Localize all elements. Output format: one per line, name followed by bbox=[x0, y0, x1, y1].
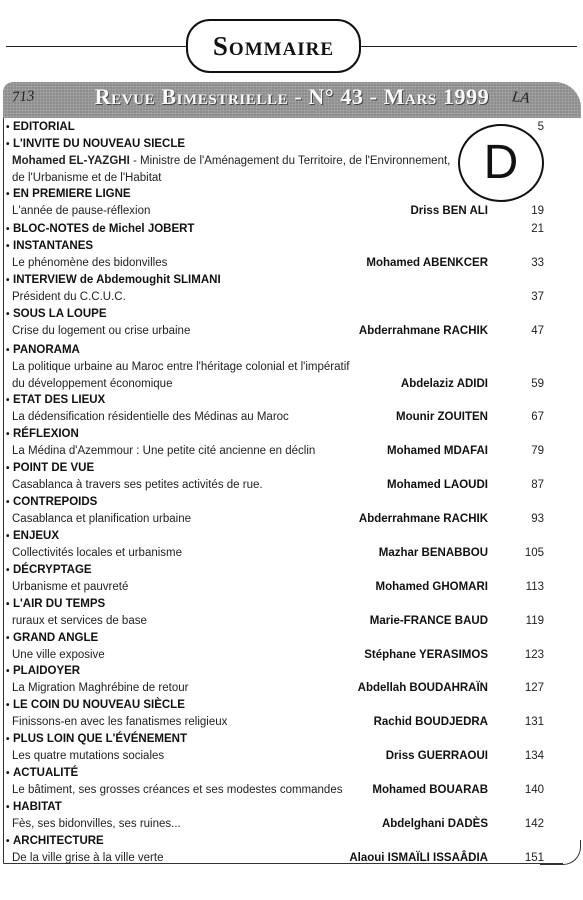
section-heading bbox=[6, 765, 78, 782]
bullet-mark: • bbox=[6, 836, 10, 847]
bullet-mark: • bbox=[6, 565, 10, 576]
article-row bbox=[0, 680, 583, 697]
section-title: EDITORIAL bbox=[13, 121, 75, 133]
bullet-mark: • bbox=[6, 768, 10, 779]
page-number: 21 bbox=[531, 223, 544, 235]
page-number: 123 bbox=[524, 649, 544, 661]
handwritten-note-left: 713 bbox=[11, 88, 35, 106]
section-row bbox=[0, 306, 583, 323]
bullet-mark: • bbox=[6, 599, 10, 610]
section-row bbox=[0, 426, 583, 443]
author-name: Alaoui ISMAÏLI ISSAÂDIA bbox=[349, 852, 488, 864]
author-name: Driss GUERRAOUI bbox=[385, 750, 488, 762]
section-row bbox=[0, 697, 583, 714]
page-number: 87 bbox=[531, 479, 544, 491]
article-title: L'année de pause-réflexion bbox=[12, 205, 151, 217]
invite-description: de l'Urbanisme et de l'Habitat bbox=[12, 172, 162, 184]
issue-banner bbox=[3, 82, 581, 118]
bullet-mark: • bbox=[6, 122, 10, 133]
section-heading bbox=[6, 833, 104, 850]
section-row bbox=[0, 765, 583, 782]
invite-author: Mohamed EL-YAZGHI bbox=[12, 155, 130, 167]
bullet-mark: • bbox=[6, 345, 10, 356]
stamp-circle bbox=[458, 124, 544, 202]
author-name: Driss BEN ALI bbox=[410, 205, 488, 217]
issue-banner-text: Revue Bimestrielle - N° 43 - Mars 1999 bbox=[94, 84, 490, 109]
title-frame bbox=[186, 19, 361, 73]
section-row bbox=[0, 342, 583, 359]
author-name: Abdellah BOUDAHRAÏN bbox=[357, 682, 488, 694]
article-row bbox=[0, 443, 583, 460]
bullet-mark: • bbox=[6, 497, 10, 508]
section-heading bbox=[6, 799, 62, 816]
section-title: PANORAMA bbox=[13, 344, 80, 356]
article-row bbox=[0, 714, 583, 731]
article-title: Casablanca à travers ses petites activités de rue. bbox=[12, 479, 263, 491]
article-row bbox=[0, 477, 583, 494]
section-title: GRAND ANGLE bbox=[13, 632, 99, 644]
author-name: Mohamed GHOMARI bbox=[375, 581, 488, 593]
section-heading bbox=[6, 630, 98, 647]
bullet-mark: • bbox=[6, 139, 10, 150]
author-name: Abdelaziz ADIDI bbox=[400, 378, 488, 390]
page-number: 37 bbox=[531, 291, 544, 303]
section-title: EN PREMIERE LIGNE bbox=[13, 188, 131, 200]
section-title: BLOC-NOTES de Michel JOBERT bbox=[13, 223, 195, 235]
section-heading bbox=[6, 342, 80, 359]
page-number: 5 bbox=[537, 121, 544, 133]
author-name: Mohamed MDAFAI bbox=[387, 445, 488, 457]
page-number: 67 bbox=[531, 411, 544, 423]
title-rule-right bbox=[355, 46, 577, 47]
bullet-mark: • bbox=[6, 802, 10, 813]
bullet-mark: • bbox=[6, 241, 10, 252]
author-name: Rachid BOUDJEDRA bbox=[373, 716, 488, 728]
article-title: Fès, ses bidonvilles, ses ruines... bbox=[12, 818, 181, 830]
section-title: HABITAT bbox=[13, 801, 62, 813]
author-name: Mohamed LAOUDI bbox=[387, 479, 488, 491]
author-name: Marie-FRANCE BAUD bbox=[369, 615, 488, 627]
author-name: Stéphane YERASIMOS bbox=[364, 649, 488, 661]
article-row bbox=[0, 816, 583, 833]
section-row bbox=[0, 272, 583, 289]
section-heading bbox=[6, 426, 79, 443]
article-row bbox=[0, 359, 583, 376]
section-row bbox=[0, 630, 583, 647]
section-title: ETAT DES LIEUX bbox=[13, 394, 106, 406]
bullet-mark: • bbox=[6, 429, 10, 440]
page-number: 127 bbox=[524, 682, 544, 694]
bullet-mark: • bbox=[6, 666, 10, 677]
section-title: ACTUALITÉ bbox=[13, 767, 79, 779]
section-title: INSTANTANES bbox=[13, 240, 94, 252]
article-row bbox=[0, 579, 583, 596]
page-title: Sommaire bbox=[212, 30, 335, 61]
article-title: Finissons-en avec les fanatismes religieux bbox=[12, 716, 228, 728]
author-name: Mohamed BOUARAB bbox=[372, 784, 488, 796]
section-title: LE COIN DU NOUVEAU SIÈCLE bbox=[13, 699, 185, 711]
article-title: Président du C.C.U.C. bbox=[12, 291, 126, 303]
article-row bbox=[0, 203, 583, 220]
article-title: Casablanca et planification urbaine bbox=[12, 513, 192, 525]
article-row bbox=[0, 850, 583, 867]
section-heading bbox=[6, 596, 105, 613]
article-title: De la ville grise à la ville verte bbox=[12, 852, 164, 864]
article-title: Le bâtiment, ses grosses créances et ses modestes commandes bbox=[12, 784, 343, 796]
section-heading bbox=[6, 494, 97, 511]
page-number: 59 bbox=[531, 378, 544, 390]
section-title: SOUS LA LOUPE bbox=[13, 308, 107, 320]
article-title: Le phénomène des bidonvilles bbox=[12, 257, 168, 269]
section-heading bbox=[6, 697, 185, 714]
article-title: Urbanisme et pauvreté bbox=[12, 581, 129, 593]
page-number: 151 bbox=[524, 852, 544, 864]
section-heading bbox=[6, 528, 59, 545]
section-row bbox=[0, 663, 583, 680]
page-number: 142 bbox=[524, 818, 544, 830]
article-row bbox=[0, 613, 583, 630]
article-title: Collectivités locales et urbanisme bbox=[12, 547, 183, 559]
section-title: DÉCRYPTAGE bbox=[13, 564, 92, 576]
article-row bbox=[0, 323, 583, 340]
article-title-continued: du développement économique bbox=[12, 378, 173, 390]
article-title: La politique urbaine au Maroc entre l'héritage colonial et l'impératif bbox=[12, 361, 350, 373]
bullet-mark: • bbox=[6, 633, 10, 644]
title-rule-left bbox=[6, 46, 188, 47]
section-title: L'INVITE DU NOUVEAU SIECLE bbox=[13, 138, 186, 150]
author-name: Mounir ZOUITEN bbox=[396, 411, 488, 423]
bullet-mark: • bbox=[6, 734, 10, 745]
section-row bbox=[0, 799, 583, 816]
section-title: PLAIDOYER bbox=[13, 665, 81, 677]
section-title: CONTREPOIDS bbox=[13, 496, 98, 508]
author-name: Abderrahmane RACHIK bbox=[358, 513, 488, 525]
article-row bbox=[0, 545, 583, 562]
section-heading bbox=[6, 731, 187, 748]
article-title: La Migration Maghrébine de retour bbox=[12, 682, 189, 694]
section-title: RÉFLEXION bbox=[13, 428, 79, 440]
bullet-mark: • bbox=[6, 463, 10, 474]
section-heading bbox=[6, 119, 75, 136]
section-heading bbox=[6, 221, 194, 238]
section-row bbox=[0, 731, 583, 748]
section-title: PLUS LOIN QUE L'ÉVÉNEMENT bbox=[13, 733, 187, 745]
section-row bbox=[0, 221, 583, 238]
section-row bbox=[0, 596, 583, 613]
section-title: ENJEUX bbox=[13, 530, 60, 542]
page-number: 119 bbox=[525, 615, 544, 627]
bullet-mark: • bbox=[6, 531, 10, 542]
section-heading bbox=[6, 238, 93, 255]
article-row bbox=[0, 255, 583, 272]
article-row bbox=[0, 376, 583, 393]
article-title: Une ville exposive bbox=[12, 649, 105, 661]
bullet-mark: • bbox=[6, 309, 10, 320]
section-title: L'AIR DU TEMPS bbox=[13, 598, 106, 610]
article-row bbox=[0, 748, 583, 765]
section-row bbox=[0, 562, 583, 579]
section-row bbox=[0, 392, 583, 409]
section-heading bbox=[6, 306, 107, 323]
invite-text bbox=[12, 153, 450, 170]
author-name: Mazhar BENABBOU bbox=[378, 547, 488, 559]
section-heading bbox=[6, 460, 94, 477]
author-name: Abdelghani DADÈS bbox=[381, 818, 488, 830]
section-row bbox=[0, 460, 583, 477]
section-row bbox=[0, 494, 583, 511]
page-number: 33 bbox=[531, 257, 544, 269]
section-title: POINT DE VUE bbox=[13, 462, 95, 474]
section-heading bbox=[6, 136, 185, 153]
article-row bbox=[0, 409, 583, 426]
section-row bbox=[0, 528, 583, 545]
article-title: Les quatre mutations sociales bbox=[12, 750, 165, 762]
page-number: 134 bbox=[524, 750, 544, 762]
page-number: 47 bbox=[531, 325, 544, 337]
article-title: Crise du logement ou crise urbaine bbox=[12, 325, 191, 337]
article-row bbox=[0, 289, 583, 306]
author-name: Abderrahmane RACHIK bbox=[358, 325, 488, 337]
page-number: 93 bbox=[531, 513, 544, 525]
page-number: 131 bbox=[524, 716, 544, 728]
page-number: 140 bbox=[524, 784, 544, 796]
author-name: Mohamed ABENKCER bbox=[366, 257, 488, 269]
section-heading bbox=[6, 392, 105, 409]
page-number: 113 bbox=[525, 581, 544, 593]
bullet-mark: • bbox=[6, 189, 10, 200]
section-title: ARCHITECTURE bbox=[13, 835, 104, 847]
bullet-mark: • bbox=[6, 700, 10, 711]
article-row bbox=[0, 782, 583, 799]
bullet-mark: • bbox=[6, 275, 10, 286]
article-title: ruraux et services de base bbox=[12, 615, 147, 627]
section-heading bbox=[6, 663, 80, 680]
invite-description: - Ministre de l'Aménagement du Territoire, de l'Environnement, bbox=[129, 155, 451, 167]
page-number: 105 bbox=[524, 547, 544, 559]
handwritten-note-right: LA bbox=[511, 89, 531, 107]
article-title: La dédensification résidentielle des Médinas au Maroc bbox=[12, 411, 289, 423]
article-row bbox=[0, 647, 583, 664]
stamp-letter: D bbox=[483, 136, 519, 189]
section-heading bbox=[6, 186, 131, 203]
section-heading bbox=[6, 272, 221, 289]
section-row bbox=[0, 238, 583, 255]
page-number: 19 bbox=[531, 205, 544, 217]
section-heading bbox=[6, 562, 92, 579]
article-title: La Médina d'Azemmour : Une petite cité ancienne en déclin bbox=[12, 445, 316, 457]
section-row bbox=[0, 833, 583, 850]
section-title: INTERVIEW de Abdemoughit SLIMANI bbox=[13, 274, 221, 286]
bullet-mark: • bbox=[6, 224, 10, 235]
article-row bbox=[0, 511, 583, 528]
page-number: 79 bbox=[531, 445, 544, 457]
bullet-mark: • bbox=[6, 395, 10, 406]
